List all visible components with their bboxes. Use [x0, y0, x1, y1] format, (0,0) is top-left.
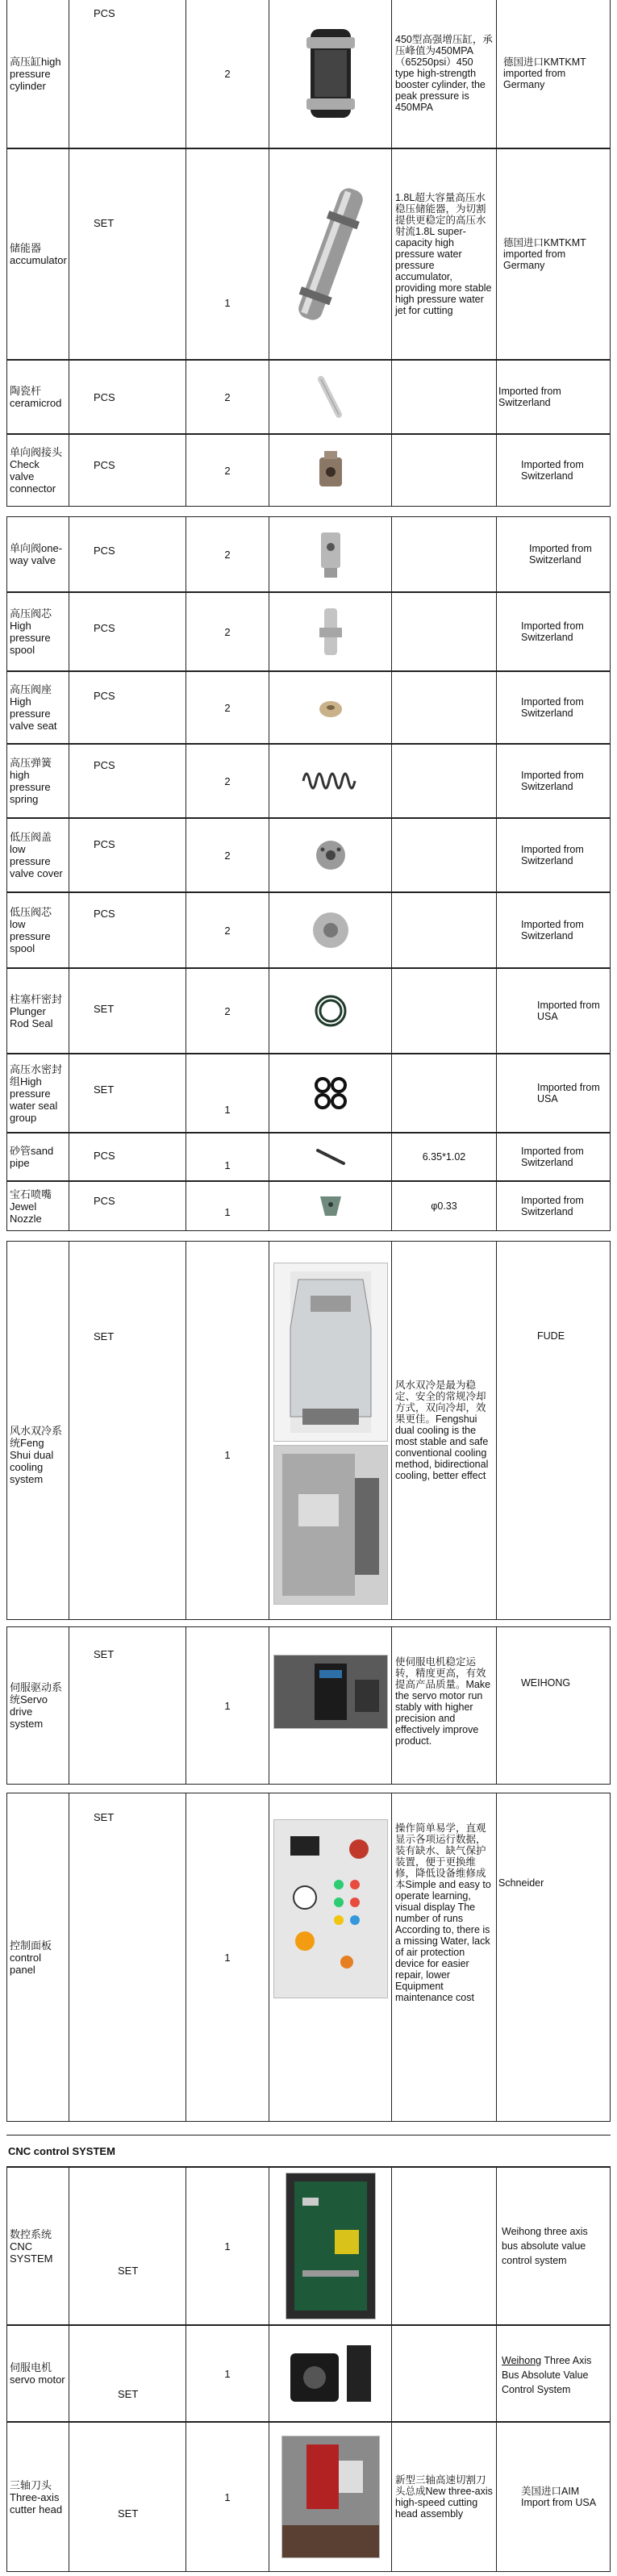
item-image [269, 361, 392, 433]
item-qty: 2 [186, 819, 269, 891]
item-description: 1.8L超大容量高压水稳压储能器，为切割提供更稳定的高压水射流1.8L super-capacity high pressure water pressure accumulator, providing more stable high pressure water jet for cutting [392, 149, 497, 359]
table-row [6, 1793, 611, 2122]
item-qty: 2 [186, 517, 269, 591]
item-qty: 2 [186, 745, 269, 817]
item-description [392, 745, 497, 817]
item-description [392, 893, 497, 967]
item-description [392, 1054, 497, 1132]
item-unit: PCS [69, 435, 186, 506]
table-row [6, 2325, 611, 2422]
item-image [269, 1793, 392, 2121]
control-panel-photo [273, 1819, 388, 1998]
item-name: 数控系统CNC SYSTEM [6, 2168, 69, 2324]
item-description: 风水双冷是最为稳定、安全的常规冷却方式，双向冷却，效果更佳。Fengshui dual cooling is the most stable and safe conventional cooling method, bidirectional cooling, better effect [392, 1242, 497, 1619]
brand-link[interactable]: Weihong [502, 2355, 542, 2366]
connector-image [306, 446, 355, 495]
item-name: 柱塞杆密封Plunger Rod Seal [6, 969, 69, 1053]
item-qty: 1 [186, 2423, 269, 2571]
table-row [6, 1241, 611, 1620]
item-unit: PCS [69, 1182, 186, 1230]
item-unit: PCS [69, 0, 186, 148]
item-qty: 1 [186, 2326, 269, 2421]
item-image [269, 1627, 392, 1784]
item-origin: Weihong three axis bus absolute value control system [497, 2168, 611, 2324]
item-image [269, 893, 392, 967]
table-row [6, 2167, 611, 2325]
item-description: 使伺服电机稳定运转，精度更高，有效提高产品质量。Make the servo motor run stably with higher precision and effectively improve product. [392, 1627, 497, 1784]
item-origin: Imported from Switzerland [497, 361, 611, 433]
item-name: 伺服电机servo motor [6, 2326, 69, 2421]
table-row [6, 892, 611, 968]
ceramic-rod-image [306, 373, 355, 421]
item-qty: 1 [186, 1054, 269, 1132]
item-origin [497, 2326, 611, 2421]
item-origin: 美国进口AIM Import from USA [497, 2423, 611, 2571]
item-origin: Imported from Switzerland [497, 893, 611, 967]
item-description: 操作简单易学，直观显示各项运行数据，装有缺水、缺气保护装置，便于更换维修，降低设备维修成本Simple and easy to operate learning, visual display The number of runs According to, there is a missing Water, lack of air protection device for easier repair, lower Equipment maintenance cost [392, 1793, 497, 2121]
table-row [6, 818, 611, 892]
table-row [6, 968, 611, 1054]
item-name: 砂管sand pipe [6, 1134, 69, 1180]
item-name: 高压阀芯High pressure spool [6, 593, 69, 670]
section-title: CNC control SYSTEM [6, 2135, 611, 2167]
cooling-panel-photo [273, 1445, 388, 1605]
item-name: 宝石喷嘴Jewel Nozzle [6, 1182, 69, 1230]
item-qty: 2 [186, 0, 269, 148]
accumulator-image [274, 182, 387, 327]
item-image [269, 149, 392, 359]
item-unit: PCS [69, 745, 186, 817]
item-description: 新型三轴高速切割刀头总成New three-axis high-speed cutting head assembly [392, 2423, 497, 2571]
item-image [269, 1182, 392, 1230]
table-row [6, 1054, 611, 1133]
item-description [392, 969, 497, 1053]
item-image [269, 2326, 392, 2421]
item-qty: 2 [186, 969, 269, 1053]
item-name: 陶瓷杆ceramicrod [6, 361, 69, 433]
table-row [6, 148, 611, 360]
item-qty: 2 [186, 593, 269, 670]
item-image [269, 2168, 392, 2324]
table-row [6, 592, 611, 671]
servo-drive-photo [273, 1655, 388, 1729]
item-name: 高压弹簧high pressure spring [6, 745, 69, 817]
valve-seat-image [311, 691, 351, 724]
item-name: 低压阀芯low pressure spool [6, 893, 69, 967]
item-image [269, 745, 392, 817]
item-origin: Imported from Switzerland [497, 435, 611, 506]
item-unit: SET [69, 1054, 186, 1132]
seal-group-image [306, 1069, 355, 1117]
table-row [6, 2422, 611, 2572]
item-origin: FUDE [497, 1242, 611, 1619]
item-description [392, 819, 497, 891]
item-origin: WEIHONG [497, 1627, 611, 1784]
item-image [269, 672, 392, 743]
cnc-board-photo [286, 2173, 376, 2319]
item-origin: Imported from Switzerland [497, 517, 611, 591]
item-unit: SET [69, 2168, 186, 2324]
sand-pipe-image [306, 1141, 355, 1173]
cutter-head-photo [281, 2436, 380, 2558]
item-unit: PCS [69, 361, 186, 433]
item-name: 伺服驱动系统Servo drive system [6, 1627, 69, 1784]
item-name: 高压水密封组High pressure water seal group [6, 1054, 69, 1132]
item-origin: Imported from Switzerland [497, 819, 611, 891]
item-image [269, 969, 392, 1053]
item-unit: PCS [69, 593, 186, 670]
item-unit: SET [69, 1793, 186, 2121]
item-name: 低压阀盖low pressure valve cover [6, 819, 69, 891]
spring-image [298, 761, 363, 801]
item-qty: 1 [186, 1182, 269, 1230]
item-name: 单向阀one-way valve [6, 517, 69, 591]
origin-text: Three Axis Bus Absolute Value Control System [502, 2355, 592, 2395]
item-image [269, 517, 392, 591]
spool-image [306, 603, 355, 660]
table-row [6, 744, 611, 818]
item-unit: PCS [69, 517, 186, 591]
item-name: 储能器accumulator [6, 149, 69, 359]
table-row [6, 1133, 611, 1181]
item-unit: PCS [69, 1134, 186, 1180]
item-qty: 1 [186, 1627, 269, 1784]
item-origin: Imported from Switzerland [497, 593, 611, 670]
item-qty: 1 [186, 149, 269, 359]
item-origin: 德国进口KMTKMT imported from Germany [497, 149, 611, 359]
item-image [269, 0, 392, 148]
item-description [392, 517, 497, 591]
item-unit: SET [69, 969, 186, 1053]
item-qty: 2 [186, 435, 269, 506]
item-description [392, 2326, 497, 2421]
item-unit: SET [69, 2423, 186, 2571]
item-description: 450型高强增压缸，承压峰值为450MPA（65250psi）450 type high-strength booster cylinder, the peak pressure is 450MPA [392, 0, 497, 148]
item-qty: 1 [186, 1793, 269, 2121]
item-name: 控制面板control panel [6, 1793, 69, 2121]
item-qty: 2 [186, 893, 269, 967]
item-image [269, 1242, 392, 1619]
item-image [269, 2423, 392, 2571]
item-qty: 1 [186, 2168, 269, 2324]
item-description: 6.35*1.02 [392, 1134, 497, 1180]
table-row [6, 1181, 611, 1231]
item-qty: 1 [186, 1134, 269, 1180]
item-origin: Imported from Switzerland [497, 745, 611, 817]
item-name: 风水双冷系统Feng Shui dual cooling system [6, 1242, 69, 1619]
table-row [6, 0, 611, 148]
item-description [392, 435, 497, 506]
item-origin: Schneider [497, 1793, 611, 2121]
item-qty: 2 [186, 361, 269, 433]
cylinder-image [282, 21, 379, 126]
item-origin: 德国进口KMTKMT imported from Germany [497, 0, 611, 148]
item-unit: SET [69, 149, 186, 359]
item-qty: 1 [186, 1242, 269, 1619]
item-origin: Imported from Switzerland [497, 672, 611, 743]
table-row [6, 360, 611, 434]
item-unit: PCS [69, 893, 186, 967]
item-origin: Imported from Switzerland [497, 1134, 611, 1180]
table-row [6, 434, 611, 507]
table-row [6, 1626, 611, 1785]
item-origin: Imported from USA [497, 1054, 611, 1132]
nozzle-image [311, 1188, 351, 1224]
item-image [269, 593, 392, 670]
cooling-unit-photo [273, 1263, 388, 1442]
valve-cover-image [306, 835, 355, 875]
item-image [269, 1054, 392, 1132]
item-name: 高压阀座High pressure valve seat [6, 672, 69, 743]
table-row [6, 671, 611, 744]
seal-image [306, 991, 355, 1031]
item-description [392, 593, 497, 670]
table-row [6, 516, 611, 592]
item-image [269, 435, 392, 506]
item-origin: Imported from USA [497, 969, 611, 1053]
item-description: φ0.33 [392, 1182, 497, 1230]
item-description [392, 2168, 497, 2324]
item-unit: SET [69, 2326, 186, 2421]
item-origin: Imported from Switzerland [497, 1182, 611, 1230]
item-unit: PCS [69, 819, 186, 891]
item-description [392, 672, 497, 743]
item-name: 高压缸high pressure cylinder [6, 0, 69, 148]
item-qty: 2 [186, 672, 269, 743]
valve-image [306, 526, 355, 582]
item-unit: SET [69, 1627, 186, 1784]
item-name: 三轴刀头Three-axis cutter head [6, 2423, 69, 2571]
item-image [269, 1134, 392, 1180]
low-spool-image [306, 906, 355, 954]
item-unit: PCS [69, 672, 186, 743]
servo-motor-image [282, 2329, 379, 2418]
item-image [269, 819, 392, 891]
item-name: 单向阀接头Check valve connector [6, 435, 69, 506]
item-description [392, 361, 497, 433]
item-unit: SET [69, 1242, 186, 1619]
